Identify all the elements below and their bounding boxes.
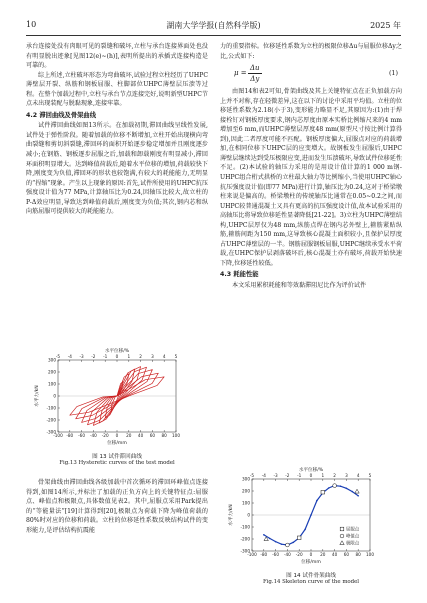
y-tick-label: 100 xyxy=(48,381,56,387)
equation-denominator: Δy xyxy=(250,75,260,84)
skeleton-point xyxy=(316,500,318,502)
figure-caption-en: Fig.14 Skeleton curve of the model xyxy=(262,579,360,585)
x-tick-label: 40 xyxy=(137,433,144,438)
equation-fraction xyxy=(248,63,262,84)
skeleton-point xyxy=(310,514,312,516)
skeleton-point xyxy=(281,543,283,545)
x-tick-label: -80 xyxy=(260,552,268,557)
x-tick-label: 60 xyxy=(149,433,156,438)
y-tick-label: -100 xyxy=(240,524,250,530)
y-tick-label: 300 xyxy=(48,357,56,363)
journal-title: 湖南大学学报(自然科学版) xyxy=(166,21,261,30)
top-tick-label: -1 xyxy=(297,473,302,478)
x-tick-label: -60 xyxy=(272,552,280,557)
figure-14 xyxy=(220,463,402,585)
top-tick-label: 2 xyxy=(139,354,142,359)
top-tick-label: -4 xyxy=(261,473,266,478)
paragraph: 试件滞回曲线如图13所示。在加载初期,滞回曲线呈线性发展,试件处于弹性阶段。随着加载的位移不断增加,立柱开始出现横向弯曲裂缝和剪切斜裂缝,滞回环的面积开始逐步稳定增加并且刚度逐步减小;在钢筋、钢板逐步屈服之后,加载和卸载刚度有明显减小,滞回环面积明显增大。达到峰值荷载后,随着水平位移的增加,荷载较快下降,刚度变为负值,滞回环的形状也较饱满,有较大的耗能能力,无明显的“捏缩”现象。产生以上现象的原因:首先,试件所使用的UHPC抗压强度设计值为77 MPa,计算轴压比为0.24,因轴压比较大,故立柱的P-Δ效应明显,导致达到峰值荷载后,刚度变为负值;其次,钢内芯和纵向筋屈服可提供较大的耗能能力。 xyxy=(26,122,208,216)
skeleton-point xyxy=(352,491,354,493)
page-number: 10 xyxy=(26,20,37,29)
key-point-marker xyxy=(333,484,337,488)
right-column xyxy=(220,42,402,291)
x-tick-label: 0 xyxy=(115,433,119,438)
paragraph: 骨架曲线由滞回曲线各级加载中首次循环的滞回环峰值点连接得到,如图14所示,并标注了加载的正负方向上的关键特征点:屈服点、峰值点和极限点,具体数值见表2。其中,屈服点采用Park提出的“等能量法”[19]计算得到[20],极限点为荷载下降为峰值荷载的80%时对应的位移和荷载。立柱的位移延性系数反映结构试件的变形能力,是评估结构抗震能 xyxy=(26,479,208,534)
header-rule xyxy=(26,35,401,36)
top-tick-label: -2 xyxy=(285,473,290,478)
paragraph: 承台连接处没有肉眼可见的裂缝和破坏,立柱与承台连接界面处也没有明显脱出迹象[见图12(e)~(h)],表明所提出的承插式连接构造是可靠的。 xyxy=(26,43,208,70)
x-tick-label: 100 xyxy=(172,433,180,438)
top-tick-label: 4 xyxy=(162,354,166,359)
y-tick-label: 0 xyxy=(53,393,56,399)
top-tick-label: -5 xyxy=(55,354,61,359)
y-tick-label: -200 xyxy=(240,536,250,542)
x-tick-label: -20 xyxy=(295,552,303,557)
y-axis-title: 水平力/kN xyxy=(229,504,234,526)
x-axis-title: 位移/mm xyxy=(301,560,321,565)
y-tick-label: 200 xyxy=(48,369,56,375)
y-tick-label: 100 xyxy=(242,500,250,506)
skeleton-point xyxy=(275,541,277,543)
key-point-marker xyxy=(355,489,359,493)
top-tick-label: -5 xyxy=(249,473,255,478)
top-tick-label: -4 xyxy=(67,354,72,359)
top-axis-title: 水平位移/% xyxy=(298,468,324,473)
y-tick-label: 200 xyxy=(242,488,250,494)
legend-marker xyxy=(340,541,344,545)
skeleton-point xyxy=(263,534,265,536)
top-tick-label: 2 xyxy=(333,473,336,478)
paragraph: 由图14和表2可知,骨架曲线及其上关键特征点在正负加载方向上并不对称,存在轻微差异,这在以下的讨论中采用平均值。立柱的位移延性系数为2.18(小于3),变形能力略显不足,其原因为:(1)由于焊接栓钉对钢板厚度要求,钢内芯厚度由原本实桥比例缩尺来的4 mm增加至6 mm,而UHPC薄壁层厚度48 mm(原型尺寸按比例计算得到),因此二者厚度可能不匹配。钢板厚度偏大,屈服点对应的荷载增加,在相同位移下UHPC层的应变增大。故钢板发生屈服后,UHPC薄壁层继续达到受压极限应变,进而发生压溃破坏,导致试件位移延性不足。(2)本试验的轴压力采用的是用设计值计算的1 000 m钢-UHPC组合桁式拱桥的立柱最大轴力等比例缩小,当使用UHPC轴心抗压强度设计值(即77 MPa)进行计算,轴压比为0.24,这对于桥梁墩柱来说是偏高的。桥梁墩柱的传统轴压比通常在0.05~0.2之间,而UHPC较普通混凝土又具有更高的抗压强度设计值,故本试验采用的高轴压比将导致位移延性显著降低[21-22]。3)立柱为UHPC薄壁结构,UHPC层厚仅为48 mm,纵筋点焊在钢内芯外壁上,箍筋紧贴纵筋,箍筋间距为150 mm,这导致核心混凝土面积较小,且保护层厚度占UHPC薄壁层的一半。钢筋屈服钢板屈服,UHPC继续承受水平荷载,在UHPC保护层剥落破坏后,核心混凝土亦有破坏,荷载开始快速下降,位移延性较低。 xyxy=(220,88,402,267)
paragraph: 力的重要指标。位移延性系数为立柱的极限位移Δu与屈服位移Δy之比,公式如下: xyxy=(220,43,402,60)
x-tick-label: 20 xyxy=(320,552,326,557)
skeleton-point xyxy=(346,488,348,490)
y-tick-label: -100 xyxy=(46,405,56,411)
top-tick-label: 5 xyxy=(368,473,372,478)
x-tick-label: -100 xyxy=(53,433,63,438)
skeleton-point xyxy=(328,487,330,489)
top-tick-label: 4 xyxy=(356,473,360,478)
top-axis-title: 水平位移/% xyxy=(104,349,130,354)
x-tick-label: 0 xyxy=(309,552,313,557)
y-tick-label: -300 xyxy=(240,548,250,554)
equation-numerator: Δu xyxy=(250,64,260,73)
section-heading: 4.2 滞回曲线及骨架曲线 xyxy=(26,111,97,119)
skeleton-point xyxy=(304,529,306,531)
top-tick-label: 5 xyxy=(174,354,178,359)
top-tick-label: 1 xyxy=(127,354,131,359)
skeleton-point xyxy=(340,485,342,487)
key-point-marker xyxy=(321,490,325,494)
x-tick-label: 20 xyxy=(126,433,132,438)
top-tick-label: -1 xyxy=(103,354,108,359)
equation-number: (1) xyxy=(388,69,398,78)
x-tick-label: 100 xyxy=(366,552,374,557)
x-tick-label: -100 xyxy=(247,552,257,557)
skeleton-chart xyxy=(220,463,402,571)
x-tick-label: -40 xyxy=(283,552,291,557)
skeleton-point xyxy=(293,542,295,544)
y-tick-label: -300 xyxy=(46,429,56,435)
x-tick-label: -80 xyxy=(66,433,74,438)
top-tick-label: 3 xyxy=(345,473,348,478)
y-tick-label: 300 xyxy=(242,476,250,482)
equation-lhs: μ = xyxy=(234,69,247,78)
hysteresis-chart xyxy=(26,344,208,452)
top-tick-label: 3 xyxy=(151,354,154,359)
x-tick-label: 60 xyxy=(343,552,350,557)
top-tick-label: -2 xyxy=(91,354,96,359)
figure-caption-zh: 图 14 试件骨架曲线 xyxy=(286,573,336,579)
paragraph: 本文采用累积耗能和等效黏滞阻尼比作为评价试件 xyxy=(232,282,367,290)
x-tick-label: -20 xyxy=(101,433,109,438)
legend-label: 屈服点 xyxy=(346,527,360,533)
top-tick-label: 0 xyxy=(309,473,313,478)
x-axis-title: 位移/mm xyxy=(107,441,127,446)
x-tick-label: 80 xyxy=(161,433,167,438)
left-column-bottom xyxy=(26,478,208,535)
y-tick-label: -200 xyxy=(46,417,56,423)
x-tick-label: -60 xyxy=(78,433,86,438)
figure-caption-en: Fig.13 Hysteretic curves of the test model xyxy=(59,460,175,466)
legend-marker xyxy=(340,534,344,538)
section-heading: 4.3 耗能性能 xyxy=(220,271,259,279)
y-tick-label: 0 xyxy=(247,512,250,518)
legend-marker xyxy=(340,527,344,531)
figure-13 xyxy=(26,344,208,466)
page-header xyxy=(26,20,401,34)
key-point-marker xyxy=(297,536,301,540)
y-axis-title: 水平力/kN xyxy=(35,385,40,407)
x-tick-label: -40 xyxy=(89,433,97,438)
top-tick-label: -3 xyxy=(273,473,278,478)
key-point-marker xyxy=(286,543,290,547)
journal-year: 2025 年 xyxy=(370,21,401,30)
top-tick-label: 1 xyxy=(321,473,325,478)
figure-caption-zh: 图 13 试件滞回曲线 xyxy=(92,454,142,460)
equation-1 xyxy=(220,61,402,87)
legend-label: 极限点 xyxy=(346,541,360,547)
skeleton-point xyxy=(357,495,359,497)
x-tick-label: 80 xyxy=(355,552,361,557)
top-tick-label: 0 xyxy=(115,354,119,359)
left-column xyxy=(26,42,208,217)
skeleton-point xyxy=(269,538,271,540)
x-tick-label: 40 xyxy=(331,552,338,557)
top-tick-label: -3 xyxy=(79,354,84,359)
paragraph: 综上所述,立柱破坏形态为弯曲破坏,试验过程立柱经历了UHPC薄壁层开裂、纵筋和钢板屈服、柱脚部位UHPC薄壁层压溃等过程。在整个加载过程中,立柱与承台节点连接完好,说明新型UHPC节点未出现装配与脱黏现象,连接牢靠。 xyxy=(26,71,208,108)
legend-label: 峰值点 xyxy=(346,534,360,540)
